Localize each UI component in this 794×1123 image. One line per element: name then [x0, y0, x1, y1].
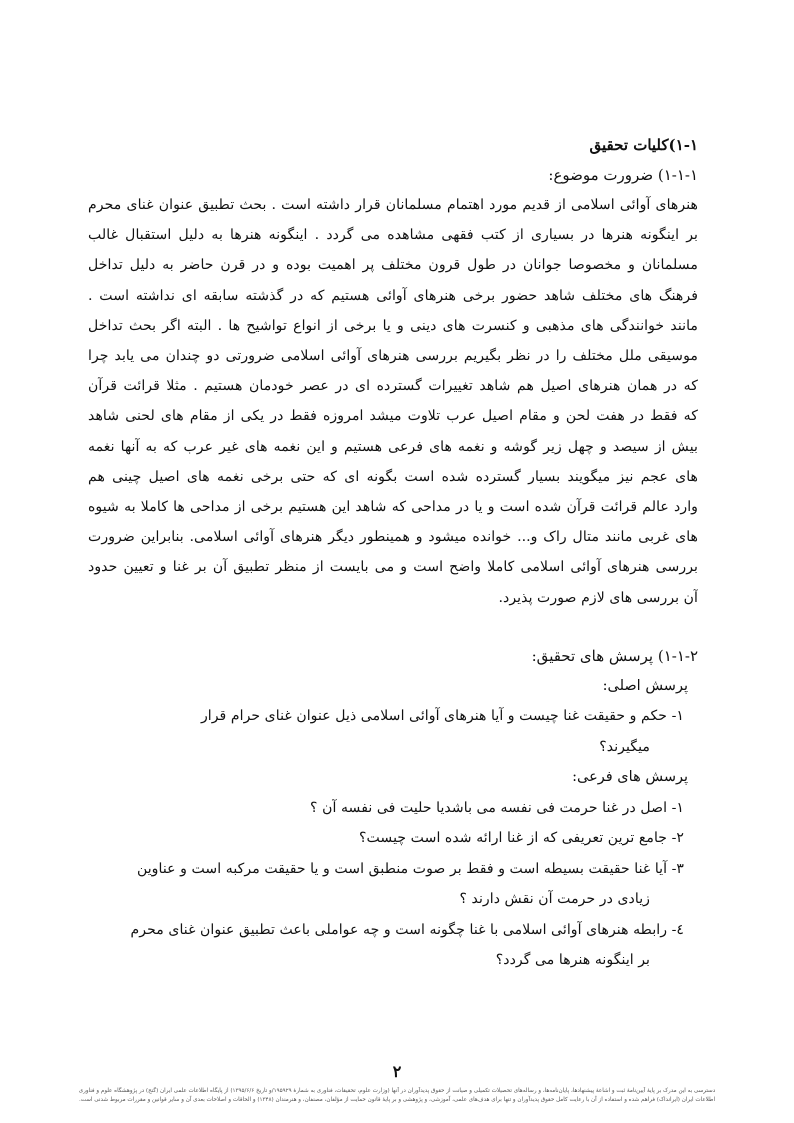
- paragraph-line: که در همان هنرهای اصیل هم شاهد تغییرات گسترده ای در عصر خودمان هستیم . مثلا قرائت قرآن: [88, 378, 698, 395]
- section-spacer: [88, 613, 698, 641]
- sub-question-1: ۱- اصل در غنا حرمت فی نفسه می باشدیا حلیت فی نفسه آن ؟: [310, 799, 684, 816]
- paragraph-line: بررسی هنرهای آوائی اسلامی کاملا واضح است و می بایست از منظر تطبیق آن بر غنا و تعیین حدود: [88, 559, 698, 576]
- main-question-continuation: میگیرند؟: [599, 738, 650, 755]
- paragraph-line: بر اینگونه هنرها در بسیاری از کتب فقهی مشاهده می گردد . اینگونه هنرها به دلیل استقبال غالب: [88, 227, 698, 244]
- sub-question-3: ۳- آیا غنا حقیقت بسیطه است و فقط بر صوت منطبق است و یا حقیقت مرکبه است و عناوین: [136, 860, 684, 877]
- necessity-paragraph: [88, 190, 698, 613]
- sub-questions-label: پرسش های فرعی:: [572, 769, 688, 786]
- page-number: ۲: [392, 1062, 402, 1081]
- paragraph-line: فرهنگ های مختلف شاهد حضور برخی هنرهای آوائی هستیم که در گذشته سابقه ای نداشته است .: [88, 287, 698, 304]
- paragraph-line: موسیقی ملل مختلف را در نظر بگیریم بررسی هنرهای آوائی اسلامی ضرورتی دو چندان می یابد چرا: [88, 348, 698, 365]
- paragraph-line: وارد عالم قرائت قرآن شده است و یا در مداحی که شاهد این هستیم برخی از مداحی ها کاملا به شیوه: [88, 499, 698, 516]
- paragraph-line: آن بررسی های لازم صورت پذیرد.: [498, 589, 698, 606]
- main-question-label: پرسش اصلی:: [602, 677, 688, 694]
- footer-line: اطلاعات ایران (ایرانداک) فراهم شده و استفاده از آن با رعایت کامل حقوق پدیدآوران و تنها برای هدف‌های علمی، آموزشی، و پژوهشی و بر پایهٔ قانون حمایت از مؤلفان، مصنفان، و هنرمندان (۱۳۴۸) و الحاقات و اصلاحات بعدی آن و سایر قوانین و مقررات مربوط شدنی است.: [78, 1097, 716, 1103]
- sub-question-4: ٤- رابطه هنرهای آوائی اسلامی با غنا چگونه است و چه عواملی باعث تطبیق عنوان غنای محرم: [130, 921, 684, 938]
- paragraph-line: بیش از سیصد و چهل زیر گوشه و نغمه های فرعی هستیم و این نغمه های غیر عرب که به آنها نغمه: [88, 438, 698, 455]
- sub-question-4-continuation: بر اینگونه هنرها می گردد؟: [495, 952, 650, 969]
- sub-question-2: ۲- جامع ترین تعریفی که از غنا ارائه شده است چیست؟: [358, 830, 684, 847]
- footer-copyright-note: [6, 1087, 788, 1105]
- main-question-line: ۱- حکم و حقیقت غنا چیست و آیا هنرهای آوائی اسلامی ذیل عنوان غنای حرام قرار: [200, 708, 684, 725]
- page-body: [88, 130, 698, 976]
- sub-question-3-continuation: زیادی در حرمت آن نقش دارند ؟: [459, 891, 650, 908]
- paragraph-line: هنرهای آوائی اسلامی از قدیم مورد اهتمام مسلمانان قرار داشته است . بحث تطبیق عنوان غنای محرم: [88, 197, 698, 213]
- paragraph-line: های غربی مانند متال راک و... خوانده میشود و همینطور دیگر هنرهای آوائی اسلامی. بنابراین ضرورت: [88, 529, 698, 546]
- section-title: ۱-۱)کلیات تحقیق: [589, 136, 698, 154]
- footer-line: دسترسی به این مدرک بر پایهٔ آیین‌نامهٔ ثبت و اشاعهٔ پیشنهادها، پایان‌نامه‌ها، و رساله‌های تحصیلات تکمیلی و صیانت از حقوق پدیدآوران در آنها (وزارت علوم، تحقیقات، فناوری به شمارهٔ ۱۹۵۹۲۹/و تاریخ ۱۳۹۵/۶/۶) از پایگاه اطلاعات علمی ایران (گنج) در پژوهشگاه علوم و فناوری: [78, 1088, 716, 1094]
- paragraph-line: مانند خوانندگی های مذهبی و کنسرت های دینی و یا برخی از انواع تواشیح ها . البته اگر بحث تداخل: [88, 317, 698, 334]
- subsection-necessity-heading: ۱-۱-۱) ضرورت موضوع:: [548, 166, 698, 184]
- paragraph-line: مسلمانان و مخصوصا جوانان در طول قرون مختلف پر اهمیت بوده و در قرن حاضر به دلیل تداخل: [88, 257, 698, 274]
- paragraph-line: های عجم نیز میگویند بسیار گسترده شده است بگونه ای که حتی برخی نغمه های اصیل چینی هم: [88, 468, 698, 485]
- paragraph-line: که فقط در هفت لحن و مقام اصیل عرب تلاوت میشد امروزه فقط در یکی از مقام های لحنی شاهد: [88, 408, 698, 425]
- subsection-questions-heading: ۱-۱-۲) پرسش های تحقیق:: [531, 646, 698, 665]
